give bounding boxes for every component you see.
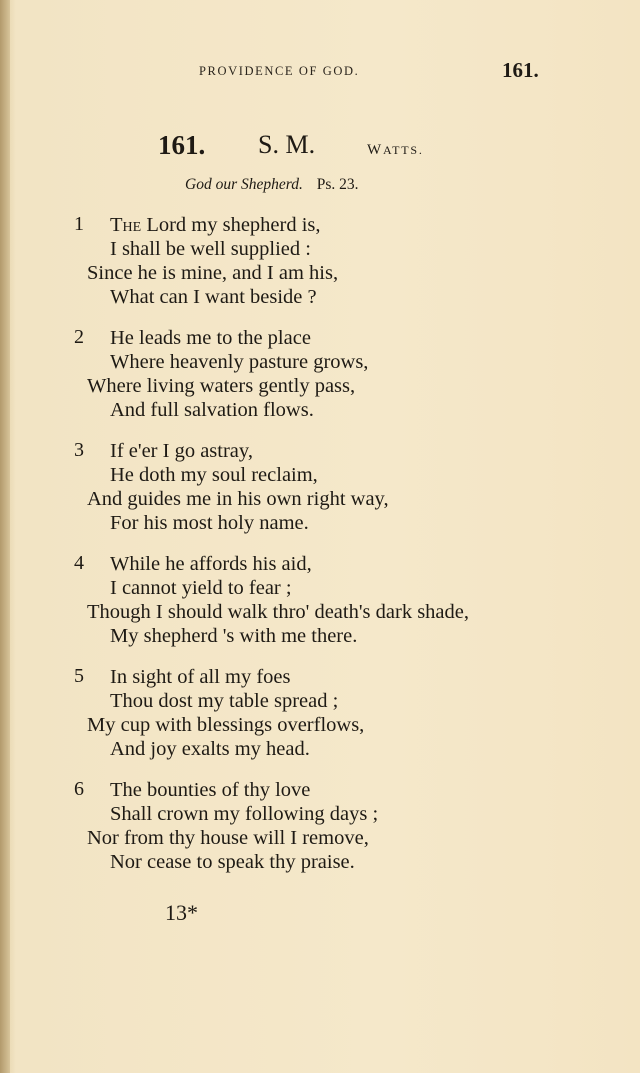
hymn-heading <box>0 130 640 160</box>
verse-line: The Lord my shepherd is, <box>110 214 321 236</box>
verse-line: Thou dost my table spread ; <box>110 690 339 712</box>
verse-line: The bounties of thy love <box>110 779 311 801</box>
stanza-number: 3 <box>74 439 84 461</box>
verse-line: Where heavenly pasture grows, <box>110 351 369 373</box>
verse-line: Though I should walk thro' death's dark shade, <box>87 601 470 623</box>
verse-line: My cup with blessings overflows, <box>87 714 365 736</box>
verse-line: I cannot yield to fear ; <box>110 577 292 599</box>
verse-line: While he affords his aid, <box>110 553 312 575</box>
stanza-number: 1 <box>74 213 84 235</box>
verse-line: Shall crown my following days ; <box>110 803 379 825</box>
verse-line: What can I want beside ? <box>110 286 317 308</box>
verse-line: He doth my soul reclaim, <box>110 464 318 486</box>
verse-line: For his most holy name. <box>110 512 309 534</box>
stanza-number: 5 <box>74 665 84 687</box>
verse-line: Nor cease to speak thy praise. <box>110 851 355 873</box>
verse-line: And joy exalts my head. <box>110 738 310 760</box>
verse-line: In sight of all my foes <box>110 666 291 688</box>
page-number: 161. <box>502 58 539 82</box>
stanza-number: 2 <box>74 326 84 348</box>
signature-mark: 13* <box>165 900 198 925</box>
verse-line: And full salvation flows. <box>110 399 314 421</box>
book-spine-shadow <box>0 0 10 1073</box>
hymn-topic: God our Shepherd. <box>185 176 303 193</box>
verse-line: He leads me to the place <box>110 327 311 349</box>
hymn-number: 161. <box>158 130 206 160</box>
running-title: PROVIDENCE OF GOD. <box>199 64 360 78</box>
verse-line: If e'er I go astray, <box>110 440 253 462</box>
verse-line: My shepherd 's with me there. <box>110 625 358 647</box>
verse-line: Since he is mine, and I am his, <box>87 262 339 284</box>
verse-line: And guides me in his own right way, <box>87 488 389 510</box>
stanza-number: 6 <box>74 778 84 800</box>
scripture-reference: Ps. 23. <box>316 176 359 193</box>
hymn-author: WATTS. <box>367 142 424 158</box>
verse-line: I shall be well supplied : <box>110 238 311 260</box>
hymn-subtitle <box>185 176 358 194</box>
hymn-meter: S. M. <box>258 130 316 159</box>
verse-line: Nor from thy house will I remove, <box>87 827 369 849</box>
verse-line: Where living waters gently pass, <box>87 375 356 397</box>
stanza-number: 4 <box>74 552 84 574</box>
